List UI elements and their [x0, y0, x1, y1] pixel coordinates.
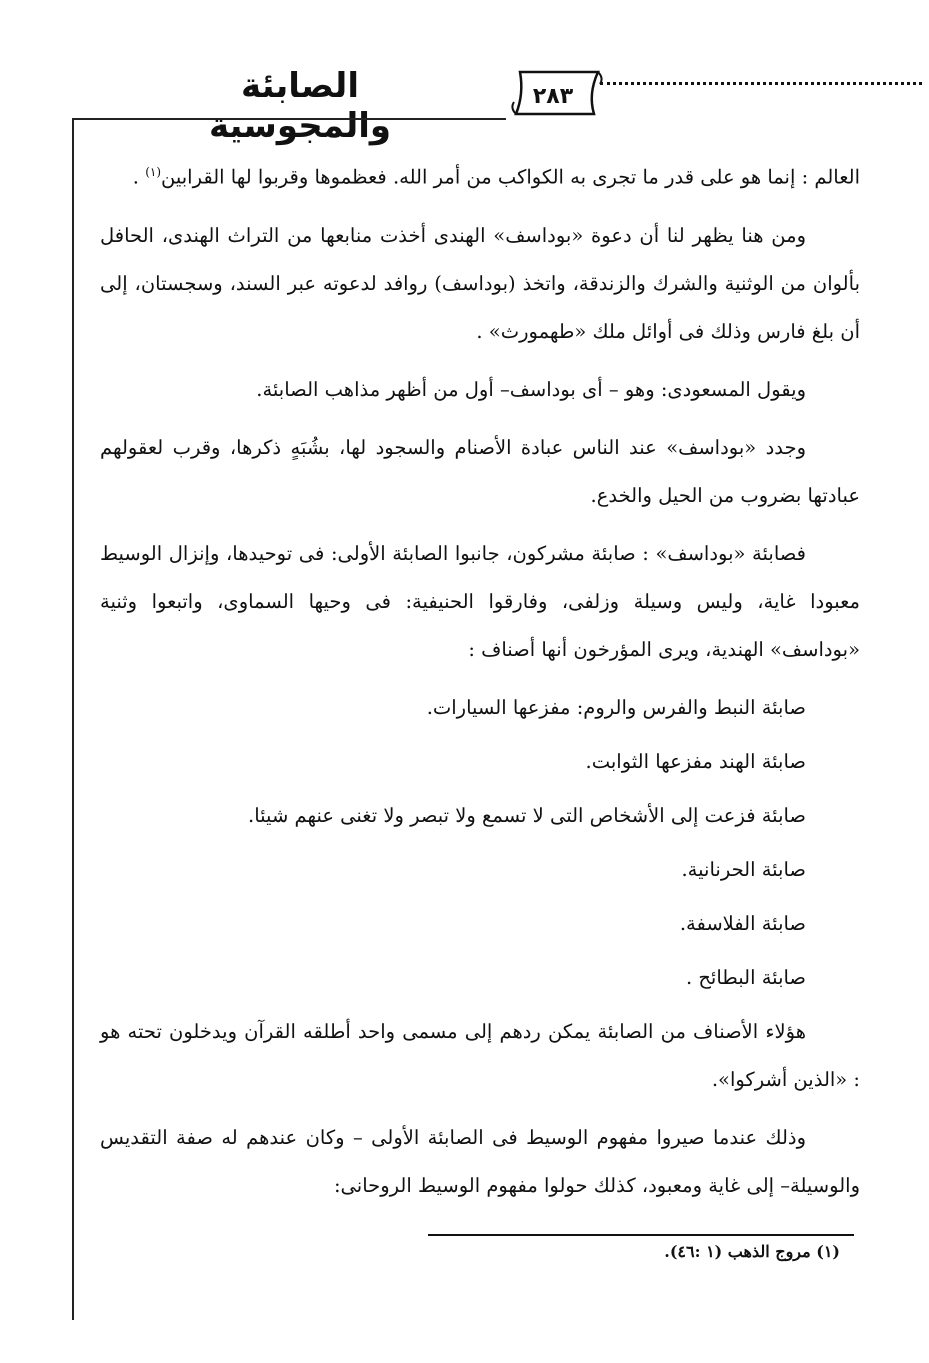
list-item: صابئة الهند مفزعها الثوابت. — [585, 749, 806, 773]
paragraph: فصابئة «بوداسف» : صابئة مشركون، جانبوا الصابئة الأولى: فى توحيدها، وإنزال الوسيط معبودا غاية، وليس وسيلة وزلفى، وفارقوا الحنيفية: فى وحيها السماوى، واتبعوا وثنية «بوداسف» الهندية، ويرى المؤرخون أنها أصناف : — [100, 541, 860, 661]
list-item: صابئة الحرنانية. — [681, 857, 806, 881]
list-item: صابئة فزعت إلى الأشخاص التى لا تسمع ولا تبصر ولا تغنى عنهم شيئا. — [248, 803, 806, 827]
main-text — [100, 148, 860, 1220]
paragraph: هؤلاء الأصناف من الصابئة يمكن ردهم إلى مسمى واحد أطلقه القرآن ويدخلون تحته هو : «الذين أشركوا». — [100, 1019, 860, 1091]
page-number-scroll — [508, 64, 604, 122]
running-title: الصابئة والمجوسية — [208, 66, 392, 146]
margin-rule — [72, 120, 74, 1320]
footnote: (١) مروج الذهب (١ :٤٦). — [664, 1242, 840, 1261]
paragraph: وذلك عندما صيروا مفهوم الوسيط فى الصابئة الأولى – وكان عندهم له صفة التقديس والوسيلة– إلى غاية ومعبود، كذلك حولوا مفهوم الوسيط الروحانى: — [100, 1125, 860, 1197]
list-item: صابئة البطائح . — [685, 965, 806, 989]
footnote-reference: (١) — [145, 165, 162, 179]
header-frame-line — [72, 118, 506, 120]
list-item: صابئة النبط والفرس والروم: مفزعها السيارات. — [426, 695, 806, 719]
page-number: ٢٨٣ — [532, 84, 574, 109]
footnote-separator — [428, 1234, 854, 1236]
header-dotted-rule — [600, 82, 922, 85]
paragraph: العالم : إنما هو على قدر ما تجرى به الكواكب من أمر الله. فعظموها وقربوا لها القرابين$^{(١)}$ . — [132, 165, 860, 189]
paragraph: وجدد «بوداسف» عند الناس عبادة الأصنام والسجود لها، بشُبَهٍ ذكرها، وقرب لعقولهم عبادتها بضروب من الحيل والخدع. — [100, 435, 860, 507]
list-item: صابئة الفلاسفة. — [679, 911, 806, 935]
paragraph: ومن هنا يظهر لنا أن دعوة «بوداسف» الهندى أخذت منابعها من التراث الهندى، الحافل بألوان من الوثنية والشرك والزندقة، واتخذ (بوداسف) روافد لدعوته عبر السند، وسجستان، إلى أن بلغ فارس وذلك فى أوائل ملك «طهمورث» . — [100, 223, 860, 343]
paragraph: ويقول المسعودى: وهو – أى بوداسف– أول من أظهر مذاهب الصابئة. — [256, 377, 806, 401]
